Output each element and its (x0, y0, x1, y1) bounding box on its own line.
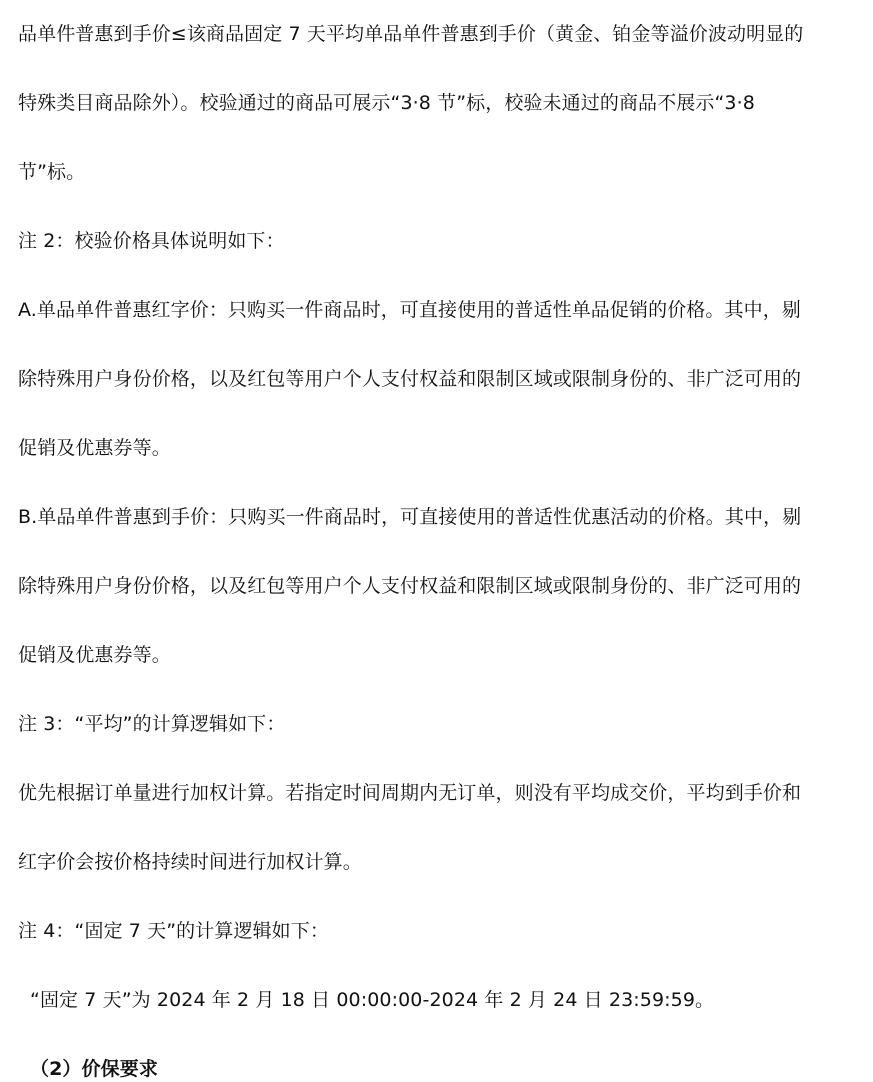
note-2-item-a-line-3: 促销及优惠券等。 (18, 437, 171, 459)
note-3-heading: 注 3：“平均”的计算逻辑如下： (18, 713, 286, 735)
note-2-heading: 注 2：校验价格具体说明如下： (18, 230, 285, 252)
note-2-item-b-line-1: B.单品单件普惠到手价：只购买一件商品时，可直接使用的普适性优惠活动的价格。其中，剔 (18, 506, 802, 528)
paragraph-line-rule-end: 节”标。 (18, 161, 86, 183)
note-2-item-a-line-2: 除特殊用户身份价格，以及红包等用户个人支付权益和限制区域或限制身份的、非广泛可用的 (18, 368, 802, 390)
paragraph-line-rule-continued: 品单件普惠到手价≤该商品固定 7 天平均单品单件普惠到手价（黄金、铂金等溢价波动明显的 (18, 23, 804, 45)
note-4-heading: 注 4：“固定 7 天”的计算逻辑如下： (18, 920, 329, 942)
note-2-item-b-line-2: 除特殊用户身份价格，以及红包等用户个人支付权益和限制区域或限制身份的、非广泛可用的 (18, 575, 802, 597)
note-3-body-line-2: 红字价会按价格持续时间进行加权计算。 (18, 851, 362, 873)
paragraph-line-rule-continued-2: 特殊类目商品除外）。校验通过的商品可展示“3·8 节”标，校验未通过的商品不展示“3·8 (18, 92, 755, 114)
note-3-body-line-1: 优先根据订单量进行加权计算。若指定时间周期内无订单，则没有平均成交价，平均到手价和 (18, 782, 802, 804)
section-heading-price-protection: （2）价保要求 (30, 1058, 158, 1080)
note-4-body: “固定 7 天”为 2024 年 2 月 18 日 00:00:00-2024 年 2 月 24 日 23:59:59。 (30, 989, 715, 1011)
note-2-item-b-line-3: 促销及优惠券等。 (18, 644, 171, 666)
note-2-item-a-line-1: A.单品单件普惠红字价：只购买一件商品时，可直接使用的普适性单品促销的价格。其中，剔 (18, 299, 801, 321)
